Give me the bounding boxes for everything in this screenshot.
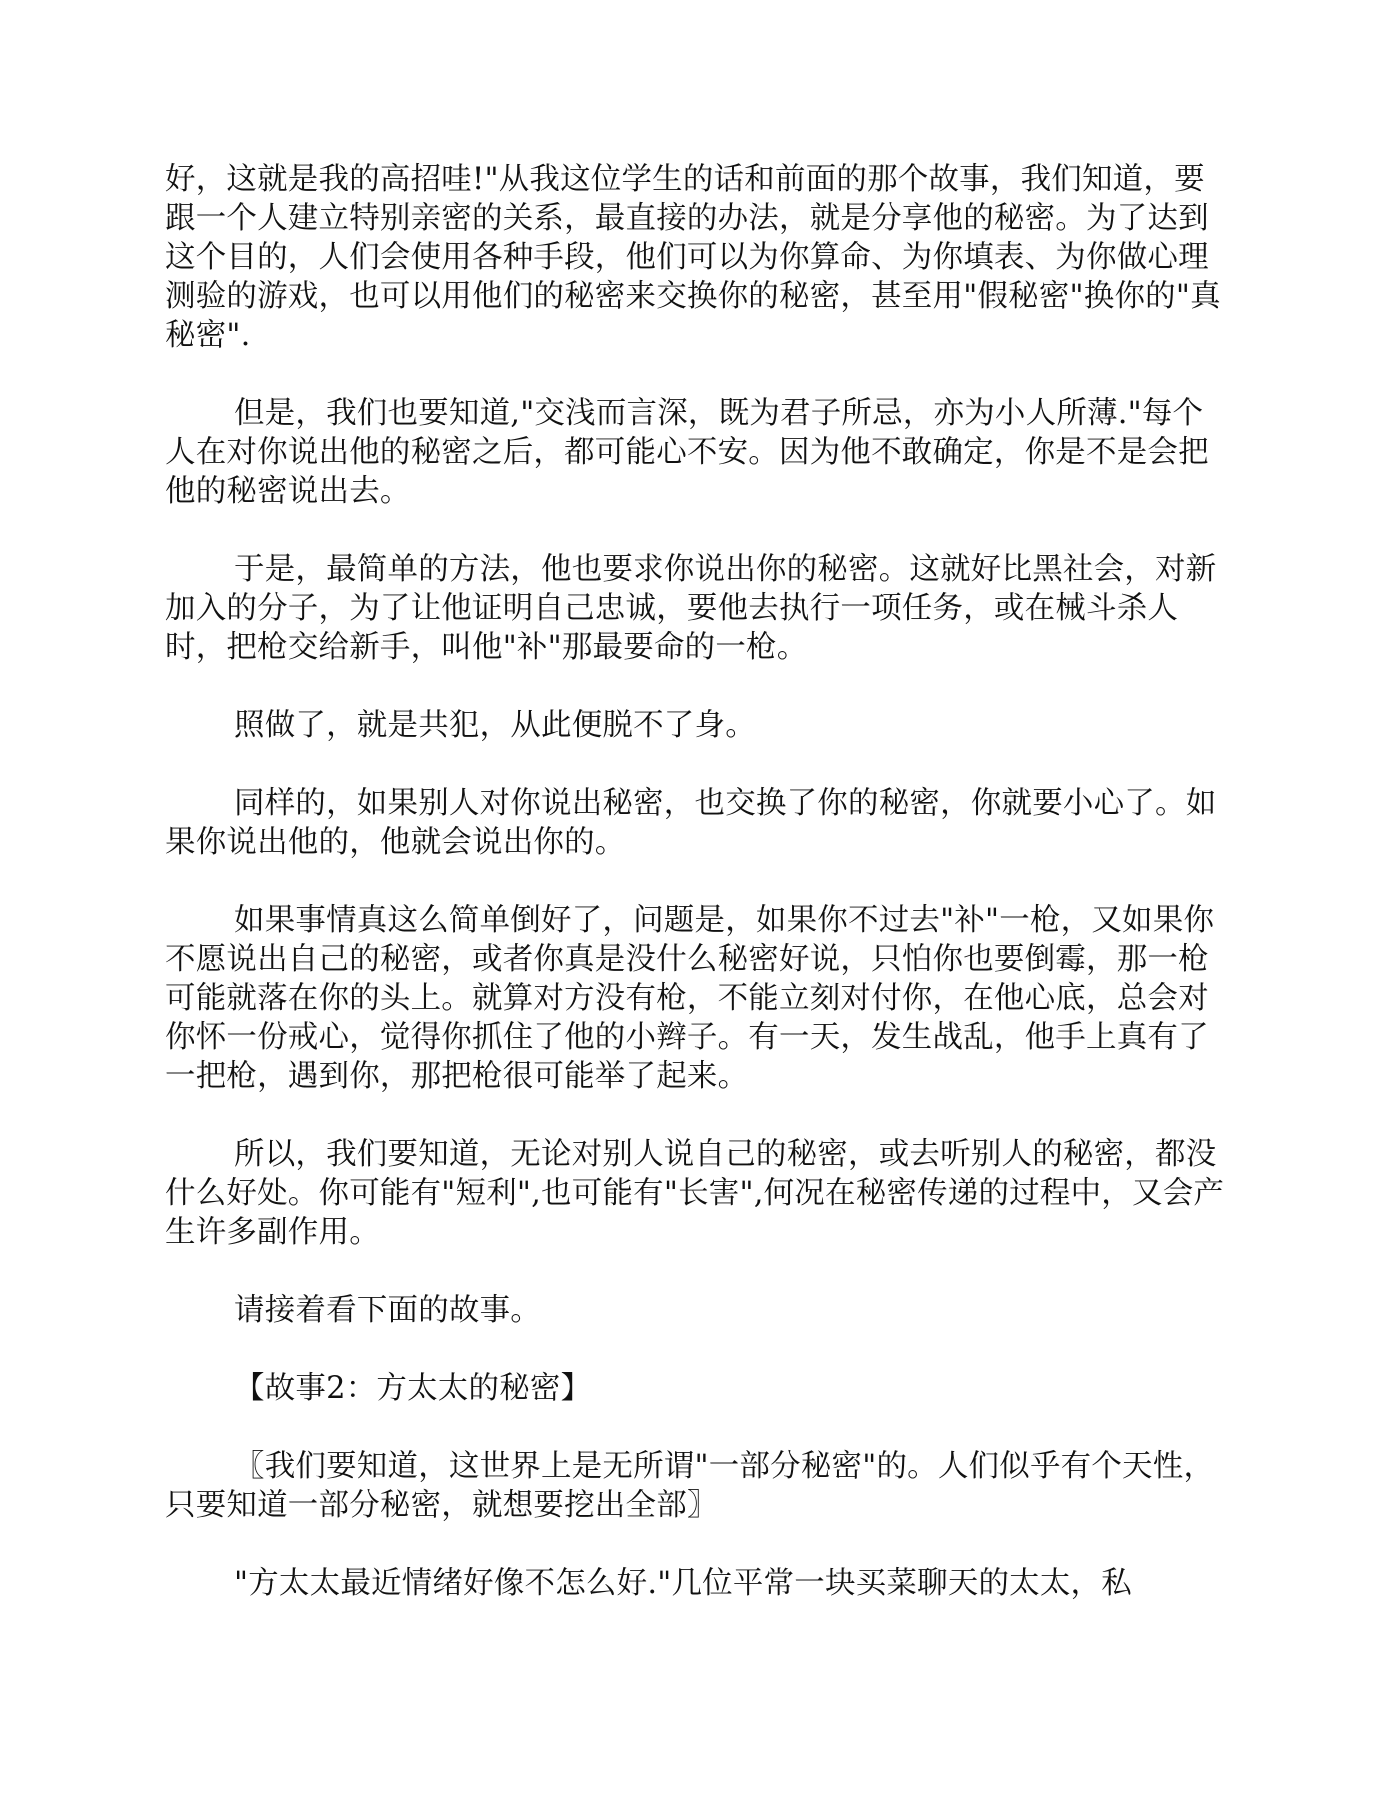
story-heading: 【故事2：方太太的秘密】 <box>234 1371 592 1406</box>
paragraph-1: 好，这就是我的高招哇!"从我这位学生的话和前面的那个故事，我们知道，要跟一个人建立特别亲密的关系，最直接的办法，就是分享他的秘密。为了达到这个目的，人们会使用各种手段，他们可以为你算命、为你填表、为你做心理测验的游戏，也可以用他们的秘密来交换你的秘密，甚至用"假秘密"换你的"真秘密". <box>165 162 1221 353</box>
paragraph-3: 于是，最简单的方法，他也要求你说出你的秘密。这就好比黑社会，对新加入的分子，为了让他证明自己忠诚，要他去执行一项任务，或在械斗杀人时，把枪交给新手，叫他"补"那最要命的一枪。 <box>165 552 1217 665</box>
paragraph-8: 请接着看下面的故事。 <box>234 1293 541 1328</box>
story-summary: 〖我们要知道，这世界上是无所谓"一部分秘密"的。人们似乎有个天性，只要知道一部分秘密，就想要挖出全部〗 <box>165 1449 1215 1523</box>
paragraph-11: "方太太最近情绪好像不怎么好."几位平常一块买菜聊天的太太，私 <box>234 1566 1132 1601</box>
paragraph-2: 但是，我们也要知道,"交浅而言深，既为君子所忌，亦为小人所薄."每个人在对你说出他的秘密之后，都可能心不安。因为他不敢确定，你是不是会把他的秘密说出去。 <box>165 396 1209 509</box>
paragraph-5: 同样的，如果别人对你说出秘密，也交换了你的秘密，你就要小心了。如果你说出他的，他就会说出你的。 <box>165 786 1217 860</box>
paragraph-6: 如果事情真这么简单倒好了，问题是，如果你不过去"补"一枪，又如果你不愿说出自己的秘密，或者你真是没什么秘密好说，只怕你也要倒霉，那一枪可能就落在你的头上。就算对方没有枪，不能立刻对付你，在他心底，总会对你怀一份戒心，觉得你抓住了他的小辫子。有一天，发生战乱，他手上真有了一把枪，遇到你，那把枪很可能举了起来。 <box>165 903 1215 1094</box>
paragraph-7: 所以，我们要知道，无论对别人说自己的秘密，或去听别人的秘密，都没什么好处。你可能有"短利",也可能有"长害",何况在秘密传递的过程中，又会产生许多副作用。 <box>165 1137 1225 1250</box>
paragraph-4: 照做了，就是共犯，从此便脱不了身。 <box>234 708 756 743</box>
document-page <box>165 160 1225 1642</box>
